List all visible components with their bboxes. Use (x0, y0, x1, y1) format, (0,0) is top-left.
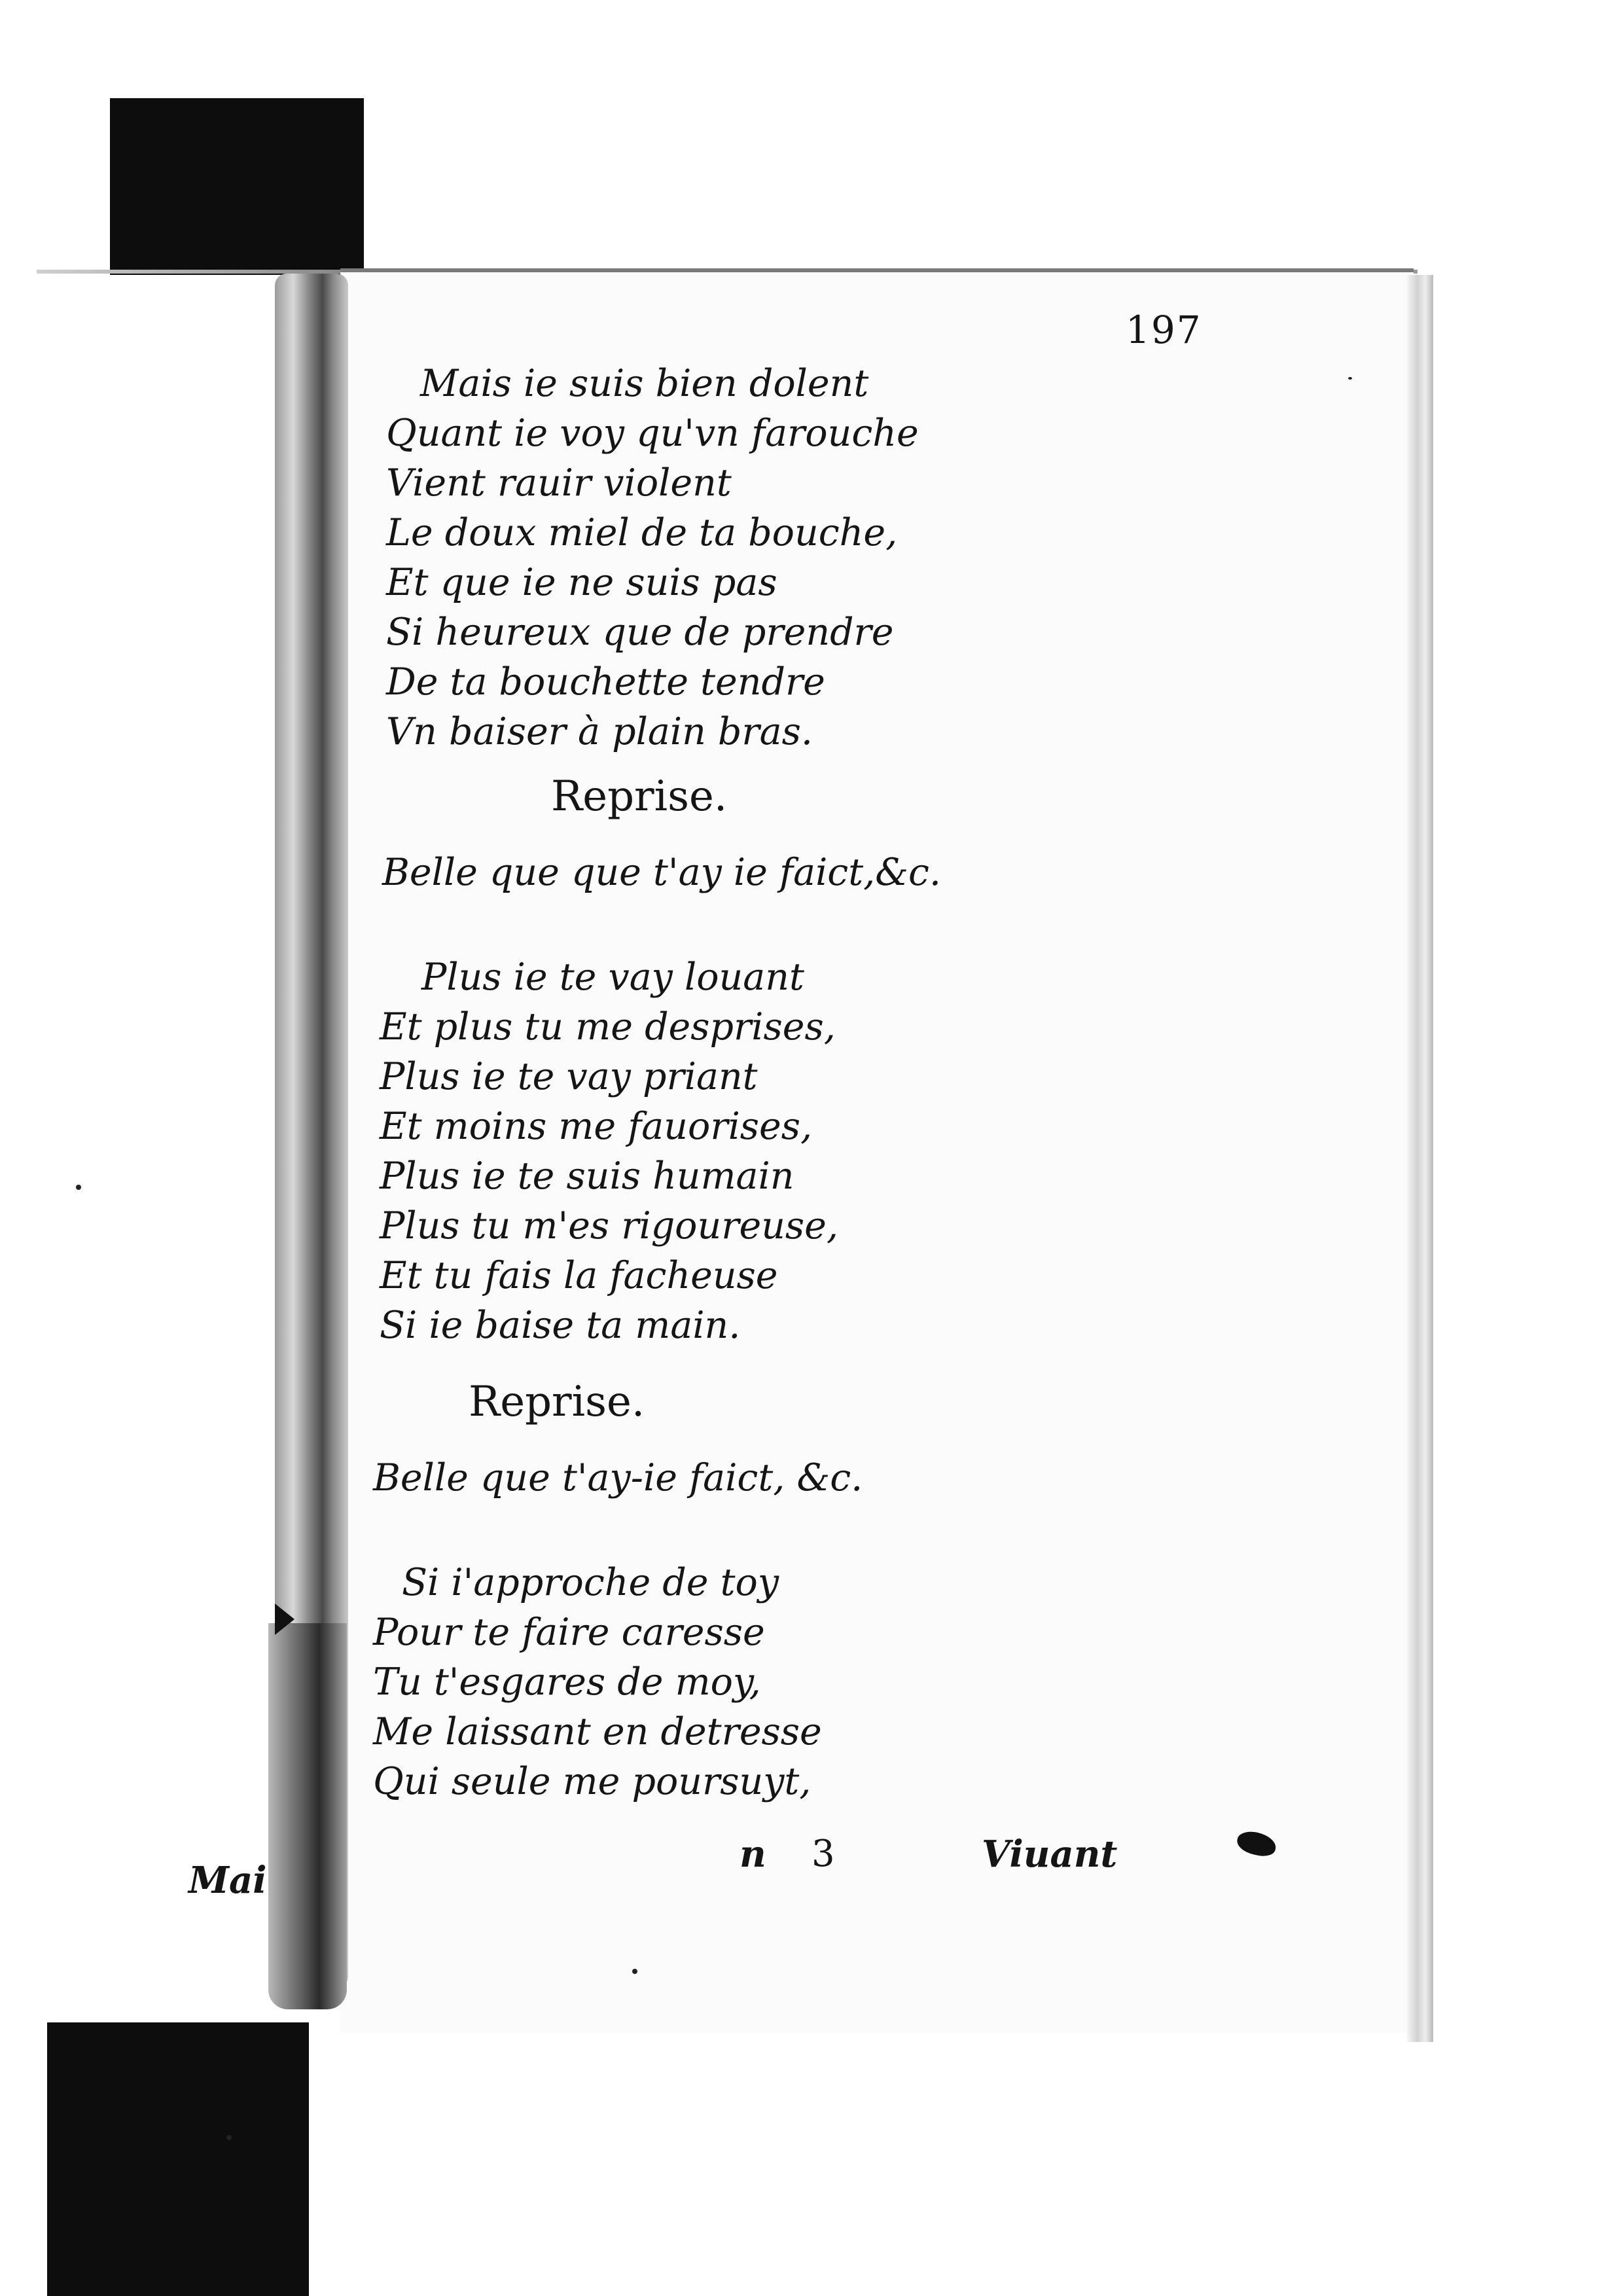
verse-line: Si heureux que de prendre (386, 611, 894, 654)
verse-line: Me laissant en detresse (373, 1710, 822, 1753)
verse-line: Plus ie te suis humain (380, 1155, 794, 1198)
dark-scan-block-top (110, 98, 364, 275)
verse-line: Et moins me fauorises, (380, 1105, 813, 1148)
verse-line: Mais ie suis bien dolent (420, 362, 869, 405)
scan-speck (632, 1969, 637, 1974)
reprise-heading: Reprise. (469, 1378, 645, 1426)
scan-speck (1348, 377, 1352, 380)
signature-mark: n (740, 1833, 766, 1876)
spine-notch (275, 1604, 294, 1635)
signature-number: 3 (812, 1833, 835, 1875)
scan-speck (76, 1185, 81, 1190)
verse-line: Tu t'esgares de moy, (373, 1660, 761, 1704)
scan-speck (226, 2135, 232, 2140)
reprise-refrain: Belle que que t'ay ie faict,&c. (382, 851, 942, 894)
page-number: 197 (1126, 308, 1202, 352)
dark-scan-block-bottom (47, 2022, 309, 2296)
page-right-edge (1407, 275, 1433, 2042)
stanza-2 (380, 952, 838, 1350)
verse-line: Et tu fais la facheuse (380, 1254, 778, 1297)
facing-page-fragment: Mai (188, 1859, 267, 1902)
verse-line: Pour te faire caresse (373, 1611, 765, 1654)
stanza-3 (373, 1558, 822, 1806)
verse-line: Et plus tu me desprises, (380, 1005, 836, 1049)
verse-line: De ta bouchette tendre (386, 660, 825, 704)
verse-line: Si i'approche de toy (402, 1561, 779, 1604)
catchword: Viuant (982, 1833, 1118, 1876)
verse-line: Le doux miel de ta bouche, (386, 511, 898, 554)
verse-line: Plus tu m'es rigoureuse, (380, 1204, 839, 1247)
verse-line: Vn baiser à plain bras. (386, 710, 813, 753)
verse-line: Plus ie te vay priant (380, 1055, 758, 1098)
verse-line: Quant ie voy qu'vn farouche (386, 412, 919, 455)
verse-line: Plus ie te vay louant (421, 956, 804, 999)
gutter-shadow (268, 1623, 347, 2009)
stanza-1 (386, 359, 919, 757)
verse-line: Qui seule me poursuyt, (373, 1760, 812, 1803)
verse-line: Et que ie ne suis pas (386, 561, 777, 604)
reprise-refrain: Belle que t'ay-ie faict, &c. (373, 1456, 863, 1499)
verse-line: Si ie baise ta main. (380, 1304, 741, 1347)
verse-line: Vient rauir violent (386, 461, 732, 505)
reprise-heading: Reprise. (551, 772, 728, 821)
